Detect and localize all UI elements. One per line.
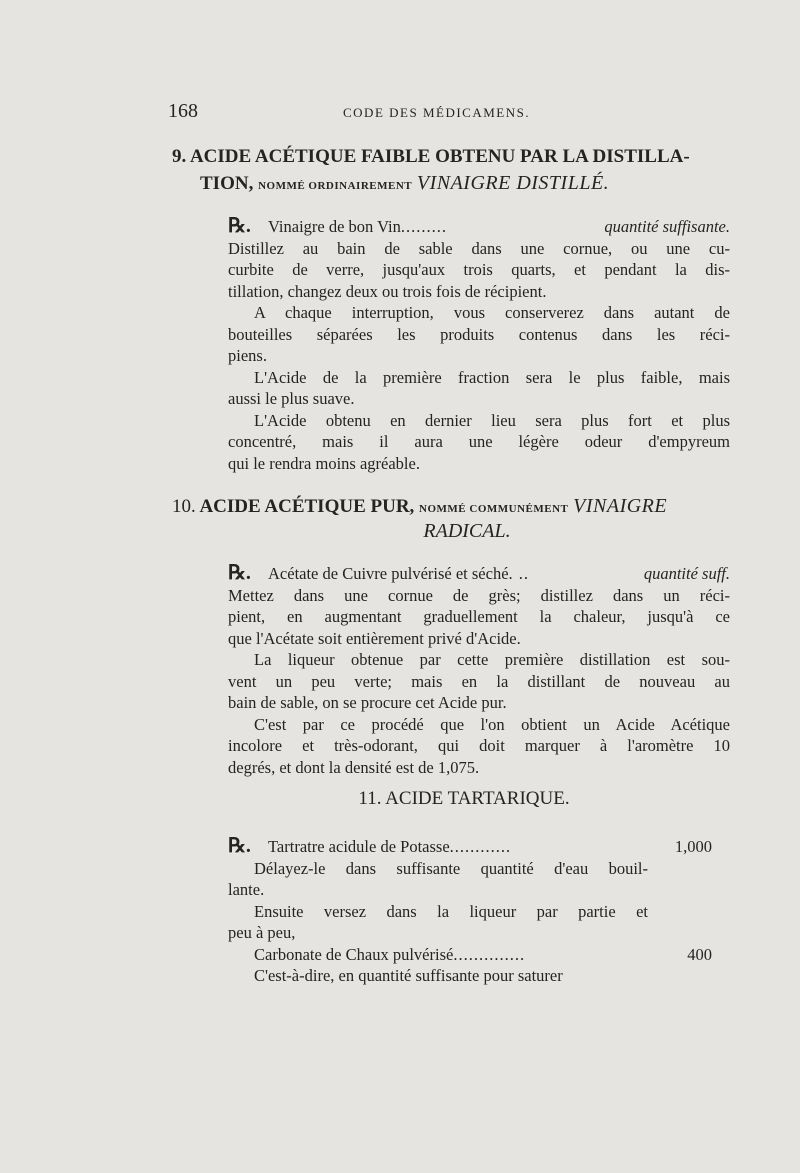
text-line: aussi le plus suave. bbox=[228, 389, 355, 408]
page-number: 168 bbox=[168, 100, 198, 122]
quantity: 1,000 bbox=[674, 837, 712, 856]
leader-dots: ......... bbox=[400, 217, 448, 236]
recipe-symbol: ℞. bbox=[228, 216, 251, 237]
text-line: C'est par ce procédé que l'on obtient un Acide Acétique bbox=[254, 714, 730, 734]
ingredient: Carbonate de Chaux pulvérisé bbox=[254, 944, 454, 964]
ingredient: Vinaigre de bon Vin bbox=[268, 217, 401, 236]
text-line: peu à peu, bbox=[228, 923, 296, 942]
section-10-title-a: ACIDE ACÉTIQUE PUR, bbox=[199, 496, 415, 517]
text-line: bain de sable, on se procure cet Acide pur. bbox=[228, 693, 507, 712]
running-title: CODE DES MÉDICAMENS. bbox=[343, 105, 531, 120]
section-9-body bbox=[228, 216, 730, 474]
section-9-title-line1: ACIDE ACÉTIQUE FAIBLE OBTENU PAR LA DISTILLA- bbox=[189, 146, 690, 167]
text-line: que l'Acétate soit entièrement privé d'Acide. bbox=[228, 628, 521, 648]
section-11-recipe-line bbox=[228, 836, 712, 858]
text-line: Ensuite versez dans la liqueur par partie et bbox=[254, 901, 648, 921]
text-line: A chaque interruption, vous conserverez dans autant de bbox=[254, 303, 730, 322]
section-10-title-line2: RADICAL. bbox=[423, 520, 511, 542]
text-line: vent un peu verte; mais en la distillant de nouveau au bbox=[228, 671, 730, 691]
text-line: L'Acide obtenu en dernier lieu sera plus fort et plus bbox=[254, 410, 730, 430]
section-10-body bbox=[228, 563, 730, 778]
text-line: qui le rendra moins agréable. bbox=[228, 453, 420, 473]
section-9-title-tion: TION, bbox=[200, 173, 254, 194]
section-9-title bbox=[172, 146, 732, 168]
text-line: incolore et très-odorant, qui doit marquer à l'aromètre 10 bbox=[228, 736, 730, 755]
section-11-body bbox=[228, 836, 712, 987]
ingredient: Acétate de Cuivre pulvérisé et séché bbox=[268, 564, 509, 583]
section-11-title bbox=[228, 788, 730, 810]
text-line: Délayez-le dans suffisante quantité d'eau bouil- bbox=[254, 858, 648, 878]
quantity: 400 bbox=[687, 944, 712, 964]
text-line: concentré, mais il aura une légère odeur d'empyreum bbox=[228, 432, 730, 451]
section-10-title-c: VINAIGRE bbox=[573, 495, 668, 517]
text-line: degrés, et dont la densité est de 1,075. bbox=[228, 757, 480, 777]
text-line: piens. bbox=[228, 346, 267, 365]
recipe-symbol: ℞. bbox=[228, 563, 251, 584]
section-9-number: 9. bbox=[172, 146, 187, 167]
section-11-title-text: 11. ACIDE TARTARIQUE. bbox=[358, 788, 570, 809]
leader-dots: .............. bbox=[453, 944, 526, 964]
section-9-title-line2 bbox=[200, 172, 730, 195]
quantity: quantité suff. bbox=[643, 564, 730, 583]
section-9-recipe-line bbox=[228, 216, 730, 238]
ingredient: Tartratre acidule de Potasse bbox=[268, 837, 450, 856]
text-line: curbite de verre, jusqu'aux trois quarts, et pendant la dis- bbox=[228, 260, 730, 279]
section-9-title-nomme: NOMMÉ ORDINAIREMENT bbox=[258, 180, 413, 192]
section-11-ingredient2-line bbox=[228, 944, 712, 966]
section-10-title bbox=[172, 495, 732, 543]
text-line: Mettez dans une cornue de grès; distillez dans un réci- bbox=[228, 585, 730, 605]
leader-dots: ............ bbox=[449, 837, 512, 856]
text-line: pient, en augmentant graduellement la chaleur, jusqu'à ce bbox=[228, 607, 730, 626]
section-10-number: 10. bbox=[172, 496, 196, 517]
text-line: lante. bbox=[228, 880, 265, 899]
text-line: bouteilles séparées les produits contenus dans les réci- bbox=[228, 324, 730, 344]
text-line: La liqueur obtenue par cette première distillation est sou- bbox=[254, 650, 730, 669]
quantity: quantité suffisante. bbox=[604, 217, 730, 236]
text-line: tillation, changez deux ou trois fois de récipient. bbox=[228, 281, 547, 301]
section-9-title-vinaigre: VINAIGRE DISTILLÉ. bbox=[416, 172, 610, 194]
recipe-symbol: ℞. bbox=[228, 836, 251, 857]
text-line: L'Acide de la première fraction sera le plus faible, mais bbox=[254, 367, 730, 387]
running-head bbox=[168, 100, 728, 124]
text-line: Distillez au bain de sable dans une cornue, ou une cu- bbox=[228, 238, 730, 258]
section-10-title-b: NOMMÉ COMMUNÉMENT bbox=[419, 503, 569, 515]
text-line: C'est-à-dire, en quantité suffisante pour saturer bbox=[254, 966, 563, 985]
section-10-recipe-line bbox=[228, 563, 730, 585]
leader-dots: . .. bbox=[508, 564, 530, 583]
